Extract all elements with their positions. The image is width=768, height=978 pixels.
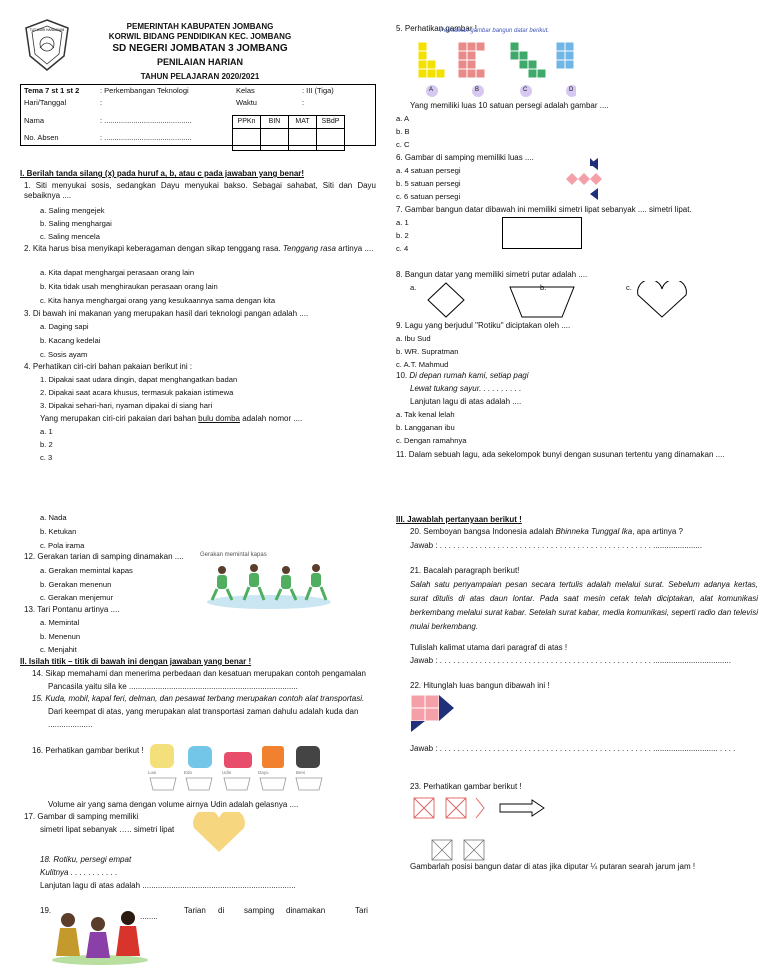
hari-label: Hari/Tanggal bbox=[24, 97, 67, 107]
question-2: 2. Kita harus bisa menyikapi keberagaman dengan sikap tenggang rasa. Tenggang rasa artinya .... bbox=[24, 244, 374, 253]
q3-option-c[interactable]: c. Sosis ayam bbox=[40, 350, 88, 359]
subject-mat: MAT bbox=[289, 116, 317, 129]
section1-title: I. Berilah tanda silang (x) pada huruf a, b, atau c pada jawaban yang benar! bbox=[20, 169, 305, 178]
bottles-illustration bbox=[146, 740, 336, 798]
q9-option-b[interactable]: b. WR. Supratman bbox=[396, 347, 459, 356]
q23-shapes-top bbox=[410, 794, 560, 827]
q4-item-2: 2. Dipakai saat acara khusus, termasuk pakaian istimewa bbox=[40, 388, 234, 397]
dancers-illustration bbox=[204, 560, 334, 610]
q2-option-b[interactable]: b. Kita tidak usah menghiraukan perasaan orang lain bbox=[40, 282, 218, 291]
q7-option-c[interactable]: c. 4 bbox=[396, 244, 409, 253]
q13-option-b[interactable]: b. Menenun bbox=[40, 632, 81, 641]
question-15: 15. Kuda, mobil, kapal feri, delman, dan pesawat terbang merupakan contoh alat transportasi. bbox=[32, 694, 365, 703]
section3-title: III. Jawablah pertanyaan berikut ! bbox=[396, 515, 522, 524]
q6-option-b[interactable]: b. 5 satuan persegi bbox=[396, 179, 461, 188]
q4-option-c[interactable]: c. 3 bbox=[40, 453, 53, 462]
q2-option-c[interactable]: c. Kita hanya menghargai orang yang kesukaannya sama dengan kita bbox=[40, 296, 276, 305]
q16-label-udin: Udin bbox=[222, 770, 232, 775]
q9-option-c[interactable]: c. A.T. Mahmud bbox=[396, 360, 449, 369]
q8-shapes bbox=[426, 281, 706, 324]
question-12: 12. Gerakan tarian di samping dinamakan .... bbox=[24, 552, 184, 561]
q19-number: 19. bbox=[40, 906, 52, 915]
dancers-children-illustration bbox=[40, 906, 160, 966]
question-4: 4. Perhatikan ciri-ciri bahan pakaian berikut ini : bbox=[24, 362, 193, 371]
question-11: 11. Dalam sebuah lagu, ada sekelompok bunyi dengan susunan tertentu yang dinamakan .... bbox=[396, 450, 725, 459]
q5-label-b: B bbox=[475, 87, 480, 93]
q21-prompt: Tulislah kalimat utama dari paragraf di atas ! bbox=[410, 643, 568, 652]
svg-text:TUT WURI HANDAYANI: TUT WURI HANDAYANI bbox=[29, 28, 65, 32]
q16-label-beni: Beni bbox=[296, 770, 306, 775]
waktu-value: : bbox=[302, 97, 305, 107]
question-16: 16. Perhatikan gambar berikut ! bbox=[32, 746, 144, 755]
q22-shape bbox=[410, 694, 458, 737]
q8-option-c[interactable]: c. bbox=[626, 283, 632, 292]
q17-prompt[interactable]: simetri lipat sebanyak ….. simetri lipat bbox=[40, 825, 175, 834]
q4-prompt: Yang merupakan ciri-ciri pakaian dari bahan bulu domba adalah nomor .... bbox=[40, 414, 303, 423]
question-22: 22. Hitunglah luas bangun dibawah ini ! bbox=[410, 681, 550, 690]
q11-option-a[interactable]: a. Nada bbox=[40, 513, 67, 522]
school-year: TAHUN PELAJARAN 2020/2021 bbox=[140, 72, 260, 81]
q21-answer-line[interactable]: Jawab : . . . . . . . . . . . . . . . . . . . . . . . . . . . . . . . . . . . . . . . . . . . . . . . . ................................... bbox=[410, 656, 731, 665]
q18-answer-line[interactable]: Lanjutan lagu di atas adalah ..................................................................... bbox=[40, 881, 296, 890]
waktu-label: Waktu bbox=[236, 97, 257, 107]
q12-caption: Gerakan memintal kapas bbox=[200, 552, 267, 558]
section2-title: II. Isilah titik – titik di bawah ini dengan jawaban yang benar ! bbox=[20, 657, 252, 666]
q4-option-a[interactable]: a. 1 bbox=[40, 427, 53, 436]
q15-line2: Dari keempat di atas, yang merupakan alat transportasi zaman dahulu adalah kuda dan bbox=[48, 707, 359, 716]
subject-bin: BIN bbox=[261, 116, 289, 129]
q18-line2: Kulitnya . . . . . . . . . . . bbox=[40, 868, 118, 877]
q5-label-d: D bbox=[569, 87, 574, 93]
header-line1: PEMERINTAH KABUPATEN JOMBANG bbox=[126, 22, 274, 31]
q7-option-b[interactable]: b. 2 bbox=[396, 231, 409, 240]
q14-answer-line[interactable]: Pancasila yaitu sila ke ............................................................................ bbox=[48, 682, 298, 691]
q23-prompt: Gambarlah posisi bangun datar di atas jika diputar ¼ putaran searah jarum jam ! bbox=[410, 862, 696, 871]
q11-option-b[interactable]: b. Ketukan bbox=[40, 527, 77, 536]
question-5: 5. Perhatikan gambar ! bbox=[396, 24, 477, 33]
question-9: 9. Lagu yang berjudul "Rotiku" diciptakan oleh .... bbox=[396, 321, 571, 330]
q5-option-b[interactable]: b. B bbox=[396, 127, 410, 136]
q5-option-a[interactable]: a. A bbox=[396, 114, 410, 123]
tema-value: : Perkembangan Teknologi bbox=[100, 86, 189, 95]
q19-word: samping bbox=[244, 906, 275, 915]
q5-option-c[interactable]: c. C bbox=[396, 140, 410, 149]
exam-title: PENILAIAN HARIAN bbox=[156, 57, 243, 67]
question-6: 6. Gambar di samping memiliki luas .... bbox=[396, 153, 534, 162]
q4-option-b[interactable]: b. 2 bbox=[40, 440, 53, 449]
q19-word: dinamakan bbox=[286, 906, 326, 915]
q15-answer-line[interactable]: .................... bbox=[48, 720, 93, 729]
q12-option-c[interactable]: c. Gerakan menjemur bbox=[40, 593, 114, 602]
q16-label-edo: Edo bbox=[184, 770, 193, 775]
q16-label-lusi: Lusi bbox=[148, 770, 157, 775]
q3-option-a[interactable]: a. Daging sapi bbox=[40, 322, 89, 331]
q3-option-b[interactable]: b. Kacang kedelai bbox=[40, 336, 101, 345]
q10-option-c[interactable]: c. Dengan ramahnya bbox=[396, 436, 467, 445]
kelas-label: Kelas bbox=[236, 86, 255, 95]
score-cell[interactable] bbox=[261, 129, 289, 151]
q19-answer-dots[interactable]: ........ bbox=[140, 912, 158, 921]
question-13: 13. Tari Pontanu artinya .... bbox=[24, 605, 120, 614]
kelas-value: : III (Tiga) bbox=[302, 86, 334, 95]
header-line2: KORWIL BIDANG PENDIDIKAN KEC. JOMBANG bbox=[108, 32, 292, 41]
question-21: 21. Bacalah paragraph berikut! bbox=[410, 566, 520, 575]
q8-option-b[interactable]: b. bbox=[540, 283, 547, 292]
absen-label: No. Absen bbox=[24, 132, 59, 142]
q2-option-a[interactable]: a. Kita dapat menghargai perasaan orang lain bbox=[40, 268, 195, 277]
question-14: 14. Sikap memahami dan menerima perbedaan dan kesatuan merupakan contoh pengamalan bbox=[32, 669, 366, 678]
score-cell[interactable] bbox=[289, 129, 317, 151]
question-20: 20. Semboyan bangsa Indonesia adalah Bhinneka Tunggal Ika, apa artinya ? bbox=[410, 527, 683, 536]
q6-shape bbox=[556, 156, 606, 205]
q5-label-a: A bbox=[429, 87, 434, 93]
q9-option-a[interactable]: a. Ibu Sud bbox=[396, 334, 431, 343]
question-7: 7. Gambar bangun datar dibawah ini memiliki simetri lipat sebanyak .... simetri lipat. bbox=[396, 205, 692, 214]
question-8: 8. Bangun datar yang memiliki simetri putar adalah .... bbox=[396, 270, 588, 279]
score-cell[interactable] bbox=[317, 129, 345, 151]
question-3: 3. Di bawah ini makanan yang merupakan hasil dari teknologi pangan adalah .... bbox=[24, 309, 309, 318]
q8-option-a[interactable]: a. bbox=[410, 283, 417, 292]
question-18: 18. Rotiku, persegi empat bbox=[40, 855, 132, 864]
question-1: 1. Siti menyukai sosis, sedangkan Dayu menyukai bakso. Sebagai sahabat, Siti dan Dayu sebaiknya .... bbox=[24, 181, 376, 200]
q13-option-a[interactable]: a. Memintal bbox=[40, 618, 80, 627]
subject-sbdp: SBdP bbox=[317, 116, 345, 129]
nama-label: Nama bbox=[24, 115, 45, 125]
q22-answer-line[interactable]: Jawab : . . . . . . . . . . . . . . . . . . . . . . . . . . . . . . . . . . . . . . . . . . . . . . . . ............................. . . . . bbox=[410, 744, 736, 753]
q12-option-b[interactable]: b. Gerakan menenun bbox=[40, 580, 112, 589]
score-table bbox=[232, 115, 345, 151]
q4-item-1: 1. Dipakai saat udara dingin, dapat menghangatkan badan bbox=[40, 375, 238, 384]
question-10: 10. Di depan rumah kami, setiap pagi bbox=[396, 371, 529, 380]
score-cell[interactable] bbox=[233, 129, 261, 151]
q12-option-a[interactable]: a. Gerakan memintal kapas bbox=[40, 566, 133, 575]
q10-lyric: Lewat tukang sayur. . . . . . . . . . bbox=[410, 384, 522, 393]
q10-option-a[interactable]: a. Tak kenal lelah bbox=[396, 410, 455, 419]
q21-paragraph: Salah satu penyampaian pesan secara tertulis adalah melalui surat. Sebelum adanya kertas, surat ditulis di atas daun lontar. Pada saat mesin cetak telah diciptakan, alat komunikasi berkembang melalui surat kabar. Setelah surat kabar, media komunikasi, seperti radio dan televisi mulai berkembang. bbox=[410, 580, 758, 631]
q10-option-b[interactable]: b. Langganan ibu bbox=[396, 423, 455, 432]
q5-shapes bbox=[416, 40, 576, 98]
hari-value: : bbox=[100, 97, 103, 107]
q19-word: di bbox=[218, 906, 225, 915]
q5-label-c: C bbox=[523, 87, 528, 93]
q19-word: Tari bbox=[355, 906, 368, 915]
nama-field[interactable]: : .......................................... bbox=[100, 115, 192, 125]
q1-option-b[interactable]: b. Saling menghargai bbox=[40, 219, 112, 228]
q1-option-a[interactable]: a. Saling mengejek bbox=[40, 206, 105, 215]
q4-item-3: 3. Dipakai sehari-hari, nyaman dipakai di siang hari bbox=[40, 401, 213, 410]
q5-prompt: Yang memiliki luas 10 satuan persegi adalah gambar .... bbox=[410, 101, 609, 110]
q10-prompt: Lanjutan lagu di atas adalah .... bbox=[410, 397, 522, 406]
q11-option-c[interactable]: c. Pola irama bbox=[40, 541, 85, 550]
q20-answer-line[interactable]: Jawab : . . . . . . . . . . . . . . . . . . . . . . . . . . . . . . . . . . . . . . . . . . . . . . . . ...................... bbox=[410, 541, 703, 550]
q7-option-a[interactable]: a. 1 bbox=[396, 218, 409, 227]
q19-word: Tarian bbox=[184, 906, 206, 915]
q5-note: Perhatikan gambar bangun datar berikut. bbox=[440, 28, 550, 34]
tema-label: Tema 7 st 1 st 2 bbox=[24, 86, 80, 95]
subject-ppkn: PPKn bbox=[233, 116, 261, 129]
question-17: 17. Gambar di samping memiliki bbox=[24, 812, 139, 821]
q6-option-c[interactable]: c. 6 satuan persegi bbox=[396, 192, 461, 201]
school-name: SD NEGERI JOMBATAN 3 JOMBANG bbox=[112, 43, 288, 54]
q6-option-a[interactable]: a. 4 satuan persegi bbox=[396, 166, 461, 175]
q1-option-c[interactable]: c. Saling mencela bbox=[40, 232, 100, 241]
school-logo bbox=[24, 18, 70, 72]
q16-prompt: Volume air yang sama dengan volume airnya Udin adalah gelasnya .... bbox=[48, 800, 299, 809]
q16-label-dayu: Dayu bbox=[258, 770, 269, 775]
q13-option-c[interactable]: c. Menjahit bbox=[40, 645, 77, 654]
heart-shape bbox=[190, 812, 248, 857]
rectangle-shape bbox=[502, 217, 582, 249]
question-23: 23. Perhatikan gambar berikut ! bbox=[410, 782, 522, 791]
absen-field[interactable]: : .......................................... bbox=[100, 132, 192, 142]
